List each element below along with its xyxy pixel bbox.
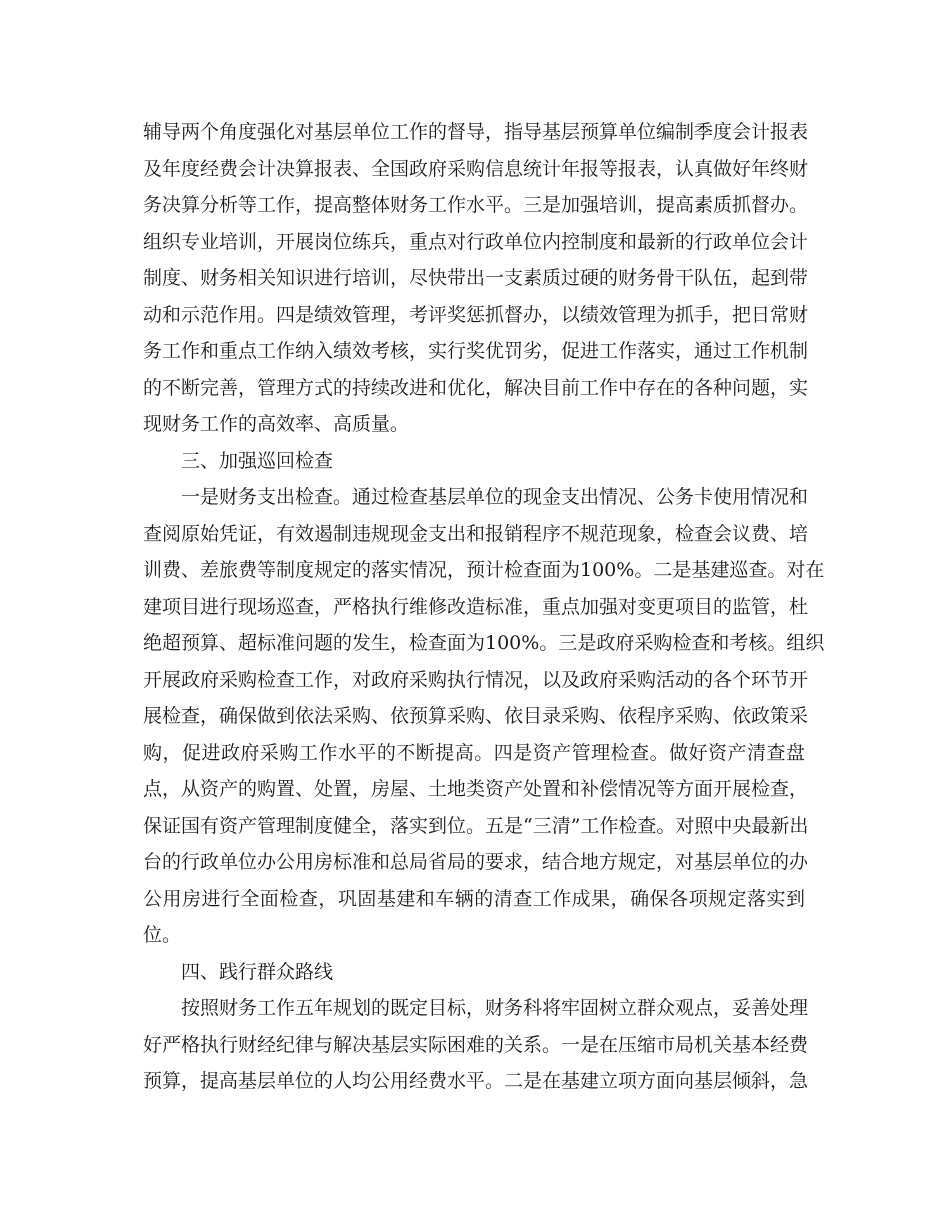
text-line: 务工作和重点工作纳入绩效考核，实行奖优罚劣，促进工作落实，通过工作机制 xyxy=(143,340,809,362)
text-line: 查阅原始凭证，有效遏制违规现金支出和报销程序不规范现象，检查会议费、培 xyxy=(143,522,809,545)
text-line: 及年度经费会计决算报表、全国政府采购信息统计年报等报表，认真做好年终财 xyxy=(143,157,809,180)
text-line: 预算，提高基层单位的人均公用经费水平。二是在基建立项方面向基层倾斜，急 xyxy=(143,1070,809,1092)
text-line: 按照财务工作五年规划的既定目标，财务科将牢固树立群众观点，妥善处理 xyxy=(181,997,809,1019)
text-line: 展检查，确保做到依法采购、依预算采购、依目录采购、依程序采购、依政策采 xyxy=(143,705,809,727)
text-line: 现财务工作的高效率、高质量。 xyxy=(143,413,410,435)
text-line: 四、践行群众路线 xyxy=(181,960,334,983)
text-line: 制度、财务相关知识进行培训，尽快带出一支素质过硬的财务骨干队伍，起到带 xyxy=(143,267,809,289)
text-line: 辅导两个角度强化对基层单位工作的督导，指导基层预算单位编制季度会计报表 xyxy=(143,121,809,143)
text-line: 绝超预算、超标准问题的发生，检查面为100%。三是政府采购检查和考核。组织 xyxy=(143,632,825,654)
text-line: 三、加强巡回检查 xyxy=(181,449,334,472)
text-line: 建项目进行现场巡查，严格执行维修改造标准，重点加强对变更项目的监管，杜 xyxy=(143,595,809,618)
text-line: 好严格执行财经纪律与解决基层实际困难的关系。一是在压缩市局机关基本经费 xyxy=(143,1033,809,1056)
text-line: 台的行政单位办公用房标准和总局省局的要求，结合地方规定，对基层单位的办 xyxy=(143,851,809,873)
text-line: 组织专业培训，开展岗位练兵，重点对行政单位内控制度和最新的行政单位会计 xyxy=(143,230,809,253)
text-line: 的不断完善，管理方式的持续改进和优化，解决目前工作中存在的各种问题，实 xyxy=(143,376,809,399)
text-line: 务决算分析等工作，提高整体财务工作水平。三是加强培训，提高素质抓督办。 xyxy=(143,194,809,216)
text-line: 动和示范作用。四是绩效管理，考评奖惩抓督办，以绩效管理为抓手，把日常财 xyxy=(143,303,809,326)
text-line: 训费、差旅费等制度规定的落实情况，预计检查面为100%。二是基建巡查。对在 xyxy=(143,559,825,581)
text-line: 一是财务支出检查。通过检查基层单位的现金支出情况、公务卡使用情况和 xyxy=(181,486,809,508)
text-line: 保证国有资产管理制度健全，落实到位。五是“三清”工作检查。对照中央最新出 xyxy=(143,814,809,837)
body-text xyxy=(143,114,825,1100)
text-line: 购，促进政府采购工作水平的不断提高。四是资产管理检查。做好资产清查盘 xyxy=(143,741,805,764)
text-line: 开展政府采购检查工作，对政府采购执行情况，以及政府采购活动的各个环节开 xyxy=(143,668,809,691)
text-line: 位。 xyxy=(143,924,182,946)
text-line: 公用房进行全面检查，巩固基建和车辆的清查工作成果，确保各项规定落实到 xyxy=(143,887,805,910)
text-line: 点，从资产的购置、处置，房屋、土地类资产处置和补偿情况等方面开展检查， xyxy=(143,778,809,800)
